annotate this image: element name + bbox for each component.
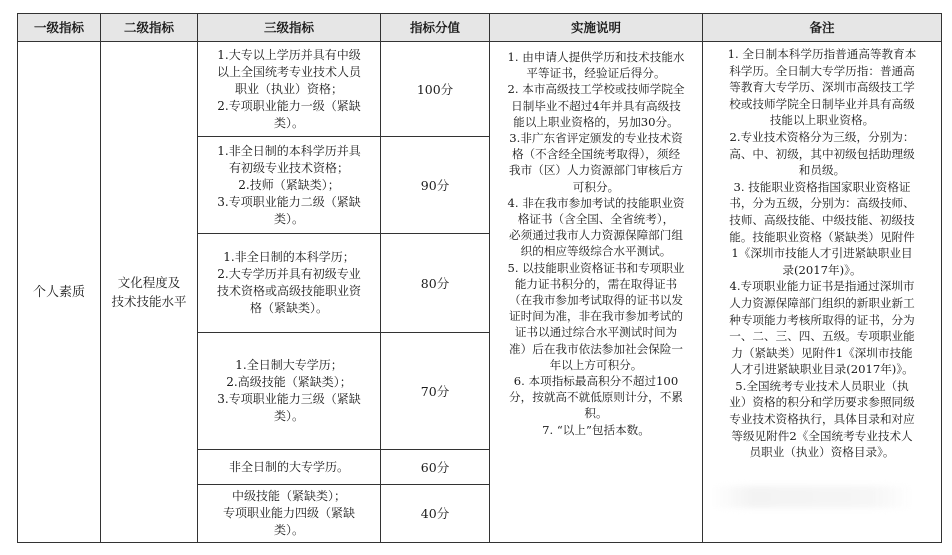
criteria-cell-5: 非全日制的大专学历。 <box>197 449 381 485</box>
criteria-cell-6: 中级技能（紧缺类）； 专项职业能力四级（紧缺 类）。 <box>197 484 381 543</box>
score-cell-4: 70分 <box>380 332 490 450</box>
implementation-cell: 1. 由申请人提供学历和技术技能水 平等证书，经验证后得分。 2. 本市高级技工学校或技师学院全 日制毕业不超过4年并具有高级技 能以上职业资格的，另加30分。 3.非广东省评定颁发的专业技术资 格（不含经全国统考取得），须经 我市（区）人力资源部门审核后方 可积分。 4. 非在我市参加考试的技能职业资 格证书（含全国、全省统考）， 必须通过我市人力资源保障部门组 织的相应等级综合水平测试。 5. 以技能职业资格证书和专项职业 能力证书积分的，需在取得证书 （在我市参加考试取得的证书以发 证时间为准，非在我市参加考试的 证书以通过综合水平测试时间为 准）后在我市依法参加社会保险一 年以上方可积分。 6. 本项指标最高积分不超过100 分，按就高不就低原则计分，不累 积。 7. “以上”包括本数。 <box>489 41 703 543</box>
score-cell-1: 100分 <box>380 41 490 137</box>
score-cell-5: 60分 <box>380 449 490 485</box>
header-implementation: 实施说明 <box>489 13 703 42</box>
criteria-cell-4: 1.全日制大专学历； 2.高级技能（紧缺类）； 3.专项职业能力三级（紧缺 类）。 <box>197 332 381 450</box>
header-level3: 三级指标 <box>197 13 381 42</box>
header-level1: 一级指标 <box>17 13 101 42</box>
score-cell-3: 80分 <box>380 233 490 333</box>
header-level2: 二级指标 <box>100 13 198 42</box>
level1-cell: 个人素质 <box>17 41 101 543</box>
points-table <box>17 13 942 543</box>
score-cell-6: 40分 <box>380 484 490 543</box>
header-notes: 备注 <box>702 13 942 42</box>
criteria-cell-2: 1.非全日制的本科学历并具 有初级专业技术资格； 2.技师（紧缺类）； 3.专项职业能力二级（紧缺 类）。 <box>197 136 381 234</box>
criteria-cell-3: 1.非全日制的本科学历； 2.大专学历并具有初级专业 技术资格或高级技能职业资 格（紧缺类）。 <box>197 233 381 333</box>
criteria-cell-1: 1.大专以上学历并具有中级 以上全国统考专业技术人员 职业（执业）资格； 2.专项职业能力一级（紧缺 类）。 <box>197 41 381 137</box>
score-cell-2: 90分 <box>380 136 490 234</box>
header-score: 指标分值 <box>380 13 490 42</box>
level2-cell: 文化程度及 技术技能水平 <box>100 41 198 543</box>
notes-cell: 1. 全日制本科学历指普通高等教育本 科学历。全日制大专学历指：普通高 等教育大专学历、深圳市高级技工学 校或技师学院全日制毕业并具有高级 技能以上职业资格。 2.专业技术资格分为三级，分别为： 高、中、初级，其中初级包括助理级 和员级。 3. 技能职业资格指国家职业资格证 书，分为五级，分别为：高级技师、 技师、高级技能、中级技能、初级技 能。技能职业资格（紧缺类）见附件 1《深圳市技能人才引进紧缺职业目 录(2017年)》。 4.专项职业能力证书是指通过深圳市 人力资源保障部门组织的新职业新工 种专项能力考核所取得的证书，分为 一、二、三、四、五级。专项职业能 力（紧缺类）见附件1《深圳市技能 人才引进紧缺职业目录(2017年)》。 5.全国统考专业技术人员职业（执 业）资格的积分和学历要求参照同级 专业技术资格执行，具体目录和对应 等级见附件2《全国统考专业技术人 员职业（执业）资格目录》。 <box>702 41 942 543</box>
blurred-watermark <box>712 486 912 508</box>
